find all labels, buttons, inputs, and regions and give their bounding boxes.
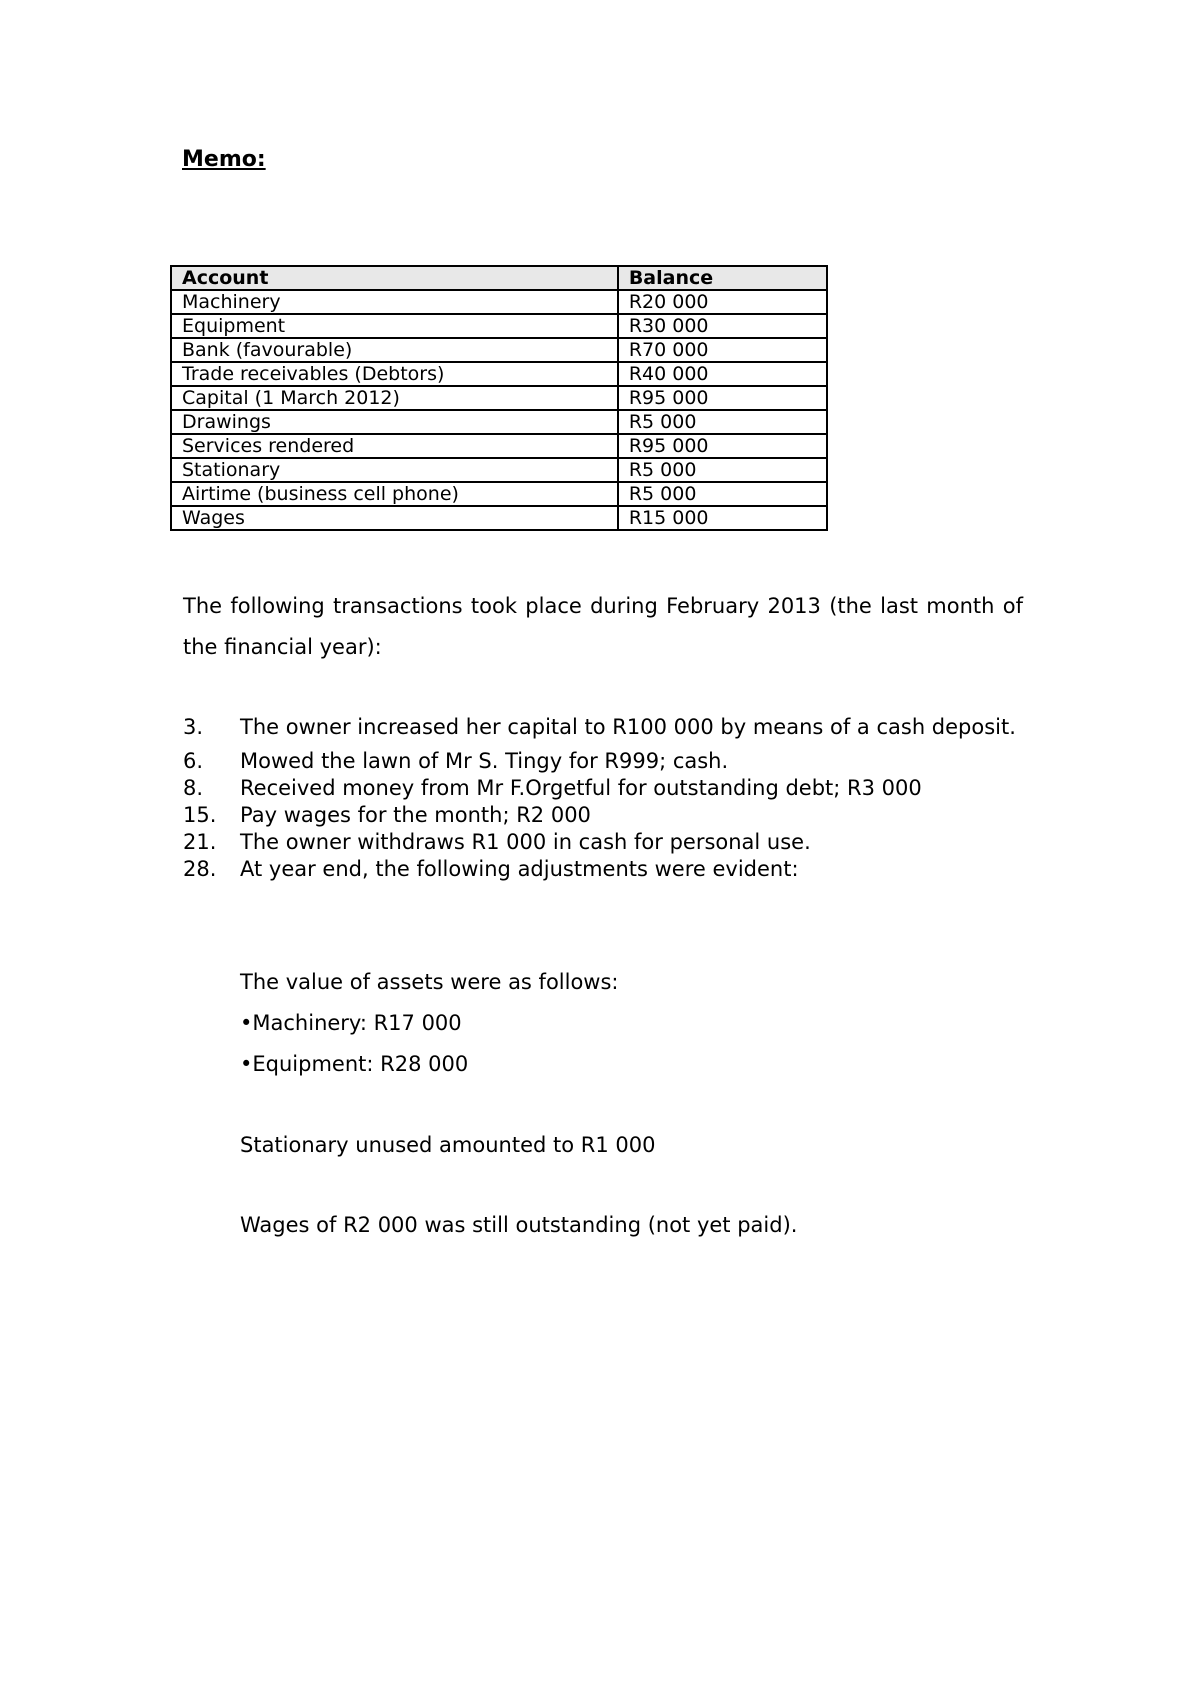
wages-adjustment: Wages of R2 000 was still outstanding (not yet paid). <box>240 1213 798 1237</box>
account-cell: Wages <box>171 506 618 530</box>
list-item <box>183 775 1023 802</box>
table-row <box>171 458 827 482</box>
balance-cell: R5 000 <box>618 410 827 434</box>
list-item <box>183 748 1023 775</box>
balance-cell: R30 000 <box>618 314 827 338</box>
table-row <box>171 314 827 338</box>
machinery-adjustment: •Machinery: R17 000 <box>240 1011 462 1035</box>
balance-cell: R95 000 <box>618 386 827 410</box>
table-row <box>171 410 827 434</box>
memo-title: Memo: <box>182 147 266 172</box>
table-header-row <box>171 266 827 290</box>
balance-cell: R40 000 <box>618 362 827 386</box>
list-item <box>183 856 1023 883</box>
table-row <box>171 290 827 314</box>
account-cell: Machinery <box>171 290 618 314</box>
stationery-adjustment: Stationary unused amounted to R1 000 <box>240 1133 656 1157</box>
transaction-text: Mowed the lawn of Mr S. Tingy for R999; cash. <box>240 749 729 773</box>
table-row <box>171 338 827 362</box>
account-cell: Drawings <box>171 410 618 434</box>
intro-paragraph: The following transactions took place during February 2013 (the last month of the financial year): <box>183 594 1023 659</box>
transaction-text: Received money from Mr F.Orgetful for outstanding debt; R3 000 <box>240 776 922 800</box>
transaction-day: 8. <box>183 776 204 800</box>
table-row <box>171 506 827 530</box>
transaction-day: 21. <box>183 830 217 854</box>
transaction-day: 28. <box>183 857 217 881</box>
table-row <box>171 482 827 506</box>
account-cell: Stationary <box>171 458 618 482</box>
list-item <box>183 707 1023 748</box>
account-cell: Bank (favourable) <box>171 338 618 362</box>
account-cell: Airtime (business cell phone) <box>171 482 618 506</box>
transaction-day: 3. <box>183 715 204 739</box>
account-cell: Capital (1 March 2012) <box>171 386 618 410</box>
account-cell: Services rendered <box>171 434 618 458</box>
account-cell: Equipment <box>171 314 618 338</box>
list-item <box>183 802 1023 829</box>
equipment-adjustment: •Equipment: R28 000 <box>240 1052 469 1076</box>
header-balance: Balance <box>618 266 827 290</box>
header-account: Account <box>171 266 618 290</box>
account-cell: Trade receivables (Debtors) <box>171 362 618 386</box>
transaction-text: The owner increased her capital to R100 000 by means of a cash deposit. <box>240 715 1016 739</box>
balance-cell: R5 000 <box>618 482 827 506</box>
transactions-list <box>183 707 1023 883</box>
balance-cell: R20 000 <box>618 290 827 314</box>
transaction-day: 15. <box>183 803 217 827</box>
balance-cell: R15 000 <box>618 506 827 530</box>
balances-table <box>170 265 828 531</box>
balance-cell: R70 000 <box>618 338 827 362</box>
table-row <box>171 362 827 386</box>
transaction-text: At year end, the following adjustments were evident: <box>240 857 799 881</box>
list-item <box>183 829 1023 856</box>
table-row <box>171 386 827 410</box>
transaction-text: The owner withdraws R1 000 in cash for personal use. <box>240 830 811 854</box>
balance-cell: R95 000 <box>618 434 827 458</box>
transaction-text: Pay wages for the month; R2 000 <box>240 803 591 827</box>
assets-heading: The value of assets were as follows: <box>240 970 619 994</box>
table-row <box>171 434 827 458</box>
balance-cell: R5 000 <box>618 458 827 482</box>
transaction-day: 6. <box>183 749 204 773</box>
